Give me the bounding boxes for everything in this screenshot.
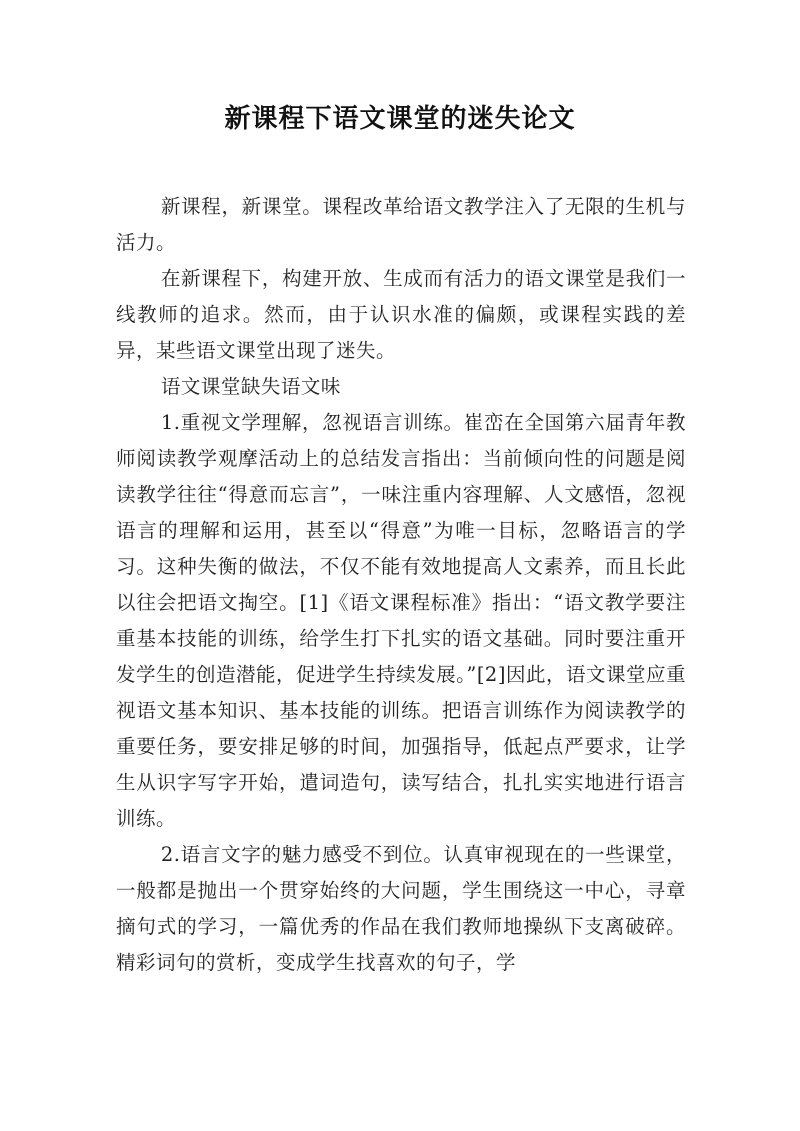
intro-paragraph: 新课程，新课堂。课程改革给语文教学注入了无限的生机与活力。 (116, 195, 686, 254)
document-title: 新课程下语文课堂的迷失论文 (224, 104, 576, 134)
document-body (116, 189, 686, 981)
section-heading: 语文课堂缺失语文味 (160, 375, 341, 398)
context-paragraph: 在新课程下，构建开放、生成而有活力的语文课堂是我们一线教师的追求。然而，由于认识水准的偏颇，或课程实践的差异，某些语文课堂出现了迷失。 (116, 267, 686, 362)
point-2-paragraph: 2.语言文字的魅力感受不到位。认真审视现在的一些课堂，一般都是抛出一个贯穿始终的大问题，学生围绕这一中心，寻章摘句式的学习，一篇优秀的作品在我们教师地操纵下支离破碎。精彩词句的赏析，变成学生找喜欢的句子，学 (116, 843, 686, 974)
point-1-paragraph: 1.重视文学理解，忽视语言训练。崔峦在全国第六届青年教师阅读教学观摩活动上的总结发言指出：当前倾向性的问题是阅读教学往往“得意而忘言”，一味注重内容理解、人文感悟，忽视语言的理解和运用，甚至以“得意”为唯一目标，忽略语言的学习。这种失衡的做法，不仅不能有效地提高人文素养，而且长此以往会把语文掏空。[1]《语文课程标准》指出：“语文教学要注重基本技能的训练，给学生打下扎实的语文基础。同时要注重开发学生的创造潜能，促进学生持续发展。”[2]因此，语文课堂应重视语文基本知识、基本技能的训练。把语言训练作为阅读教学的重要任务，要安排足够的时间，加强指导，低起点严要求，让学生从识字写字开始，遣词造句，读写结合，扎扎实实地进行语言训练。 (116, 411, 686, 830)
